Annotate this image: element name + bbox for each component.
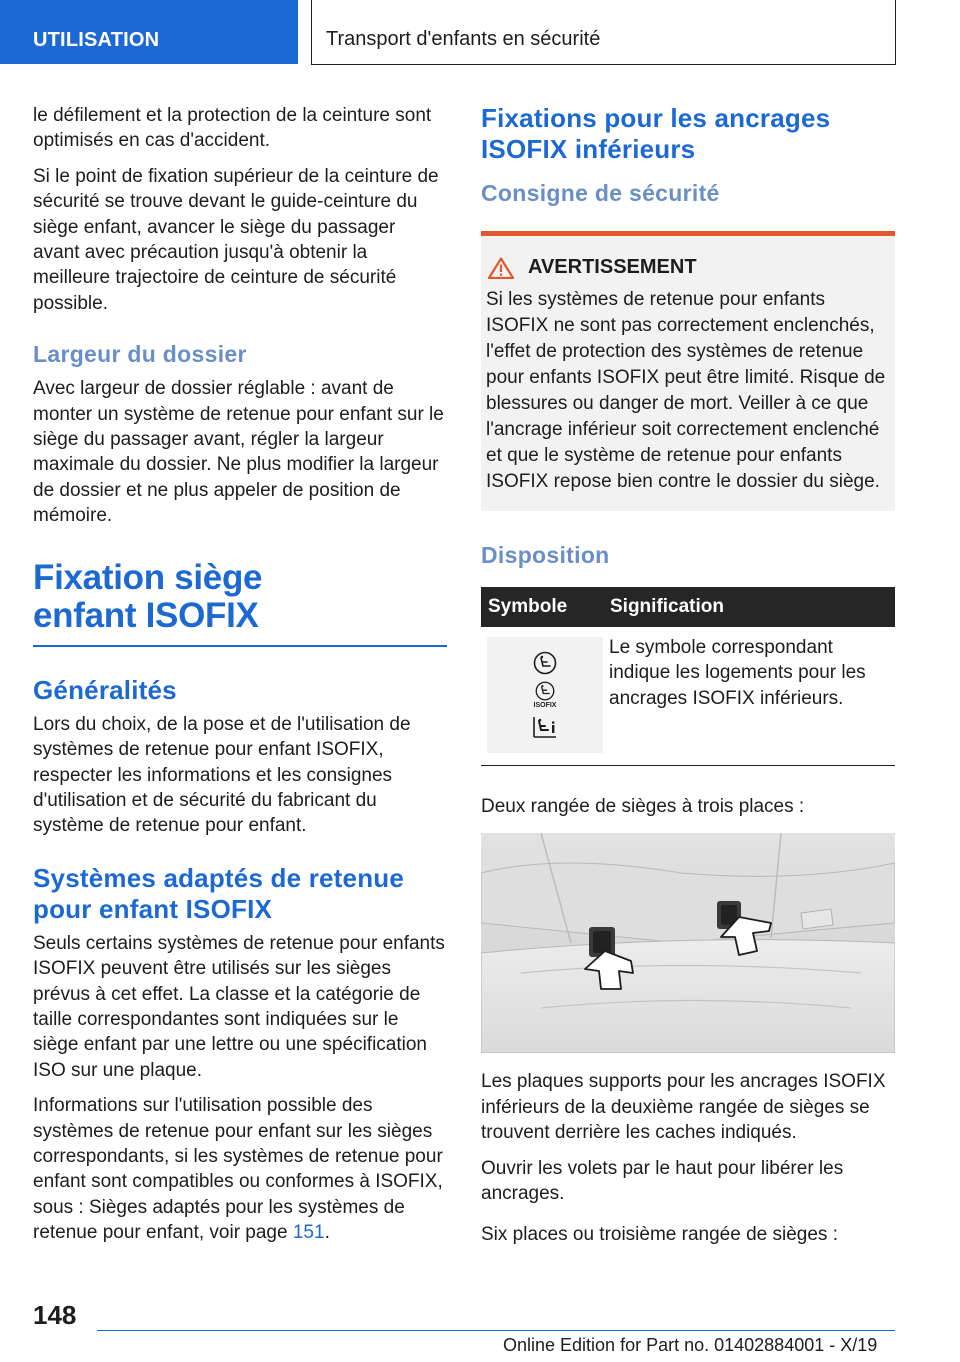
left-column <box>33 103 447 1246</box>
paragraph: Lors du choix, de la pose et de l'utilisation de systèmes de retenue pour enfant ISOFIX, respecter les informations et les consignes d'utilisation et de sécurité du fabricant du système de retenue pour enfant. <box>33 713 411 837</box>
warning-text: Si les systèmes de retenue pour enfants ISOFIX ne sont pas correctement enclenchés, l'effet de protection des systèmes de retenue pour enfants ISOFIX peut être limité. Risque de blessures ou danger de mort. Veiller à ce que l'ancrage inférieur soit correctement enclenché et que le système de retenue pour enfants ISOFIX repose bien contre le dossier du siège. <box>486 289 886 492</box>
isofix-seat-round-icon <box>533 651 557 675</box>
heading-fixation-isofix: Fixation siège enfant ISOFIX <box>33 557 263 635</box>
paragraph: Avec largeur de dossier réglable : avant de monter un système de retenue pour enfant sur le siège du passager avant, régler la largeur maximale du dossier. Ne plus modifier la largeur de dossier et ne plus appeler de position de mémoire. <box>33 378 444 527</box>
column-header-signification: Signification <box>603 587 895 627</box>
table-row <box>481 627 895 766</box>
footer-divider <box>97 1330 895 1331</box>
section-title: UTILISATION <box>33 29 160 51</box>
paragraph <box>33 1093 447 1245</box>
isofix-symbols <box>487 637 603 753</box>
paragraph-text: Informations sur l'utilisation possible des systèmes de retenue pour enfant sur les sièges correspondants, si les systèmes de retenue pour enfant sont compatibles ou conformes à ISOFIX, sous : Sièges adaptés pour les systèmes de retenue pour enfant, voir page <box>33 1095 443 1244</box>
right-column <box>481 103 895 1248</box>
paragraph: Si le point de fixation supérieur de la ceinture de sécurité se trouve devant le guide-ceinture du siège enfant, avancer le siège du passager avant avec précaution jusqu'à obtenir la meilleure trajectoire de ceinture de sécurité possible. <box>33 165 439 314</box>
isofix-labeled-symbol <box>534 681 557 709</box>
chapter-title: Transport d'enfants en sécurité <box>326 28 601 50</box>
heading-disposition: Disposition <box>481 542 610 568</box>
heading-largeur-dossier: Largeur du dossier <box>33 341 247 368</box>
isofix-label: ISOFIX <box>533 702 557 709</box>
meaning-text: Le symbole correspondant indique les logements pour les ancrages ISOFIX inférieurs. <box>609 637 866 709</box>
warning-header <box>486 256 887 279</box>
heading-underline <box>33 645 447 647</box>
table-header-row <box>481 587 895 627</box>
page-number: 148 <box>33 1300 77 1330</box>
paragraph: Six places ou troisième rangée de sièges : <box>481 1224 838 1246</box>
meaning-cell <box>603 627 895 766</box>
warning-triangle-icon <box>488 257 514 279</box>
section-tab <box>0 0 298 64</box>
paragraph: Les plaques supports pour les ancrages ISOFIX inférieurs de la deuxième rangée de sièges se trouvent derrière les caches indiqués. <box>481 1071 886 1144</box>
footer-edition: Online Edition for Part no. 01402884001 - X/19 <box>503 1335 878 1355</box>
symbol-table <box>481 587 895 766</box>
heading-systemes-adaptes: Systèmes adaptés de retenue pour enfant ISOFIX <box>33 862 405 924</box>
paragraph: Ouvrir les volets par le haut pour libérer les ancrages. <box>481 1157 844 1205</box>
paragraph: Seuls certains systèmes de retenue pour enfants ISOFIX peuvent être utilisés sur les sièges prévus à cet effet. La classe et la catégorie de taille correspondantes sont indiquées sur le siège enfant par une lettre ou une spécification ISO sur une plaque. <box>33 932 445 1081</box>
symbol-cell <box>481 627 603 766</box>
warning-title: AVERTISSEMENT <box>528 256 697 278</box>
isofix-seat-info-icon <box>531 715 559 739</box>
heading-consigne-securite: Consigne de sécurité <box>481 180 720 206</box>
page-link[interactable]: 151 <box>292 1222 325 1244</box>
column-header-symbole: Symbole <box>481 587 603 627</box>
isofix-seat-small-icon <box>535 681 555 701</box>
isofix-anchor-covers-image <box>481 833 895 1053</box>
warning-box <box>481 231 895 511</box>
paragraph: le défilement et la protection de la ceinture sont optimisés en cas d'accident. <box>33 105 432 152</box>
paragraph: Deux rangée de sièges à trois places : <box>481 796 805 817</box>
period: . <box>324 1222 330 1244</box>
heading-fixations-ancrages: Fixations pour les ancrages ISOFIX inférieurs <box>481 103 831 164</box>
chapter-header <box>311 0 896 65</box>
heading-generalites: Généralités <box>33 674 177 705</box>
